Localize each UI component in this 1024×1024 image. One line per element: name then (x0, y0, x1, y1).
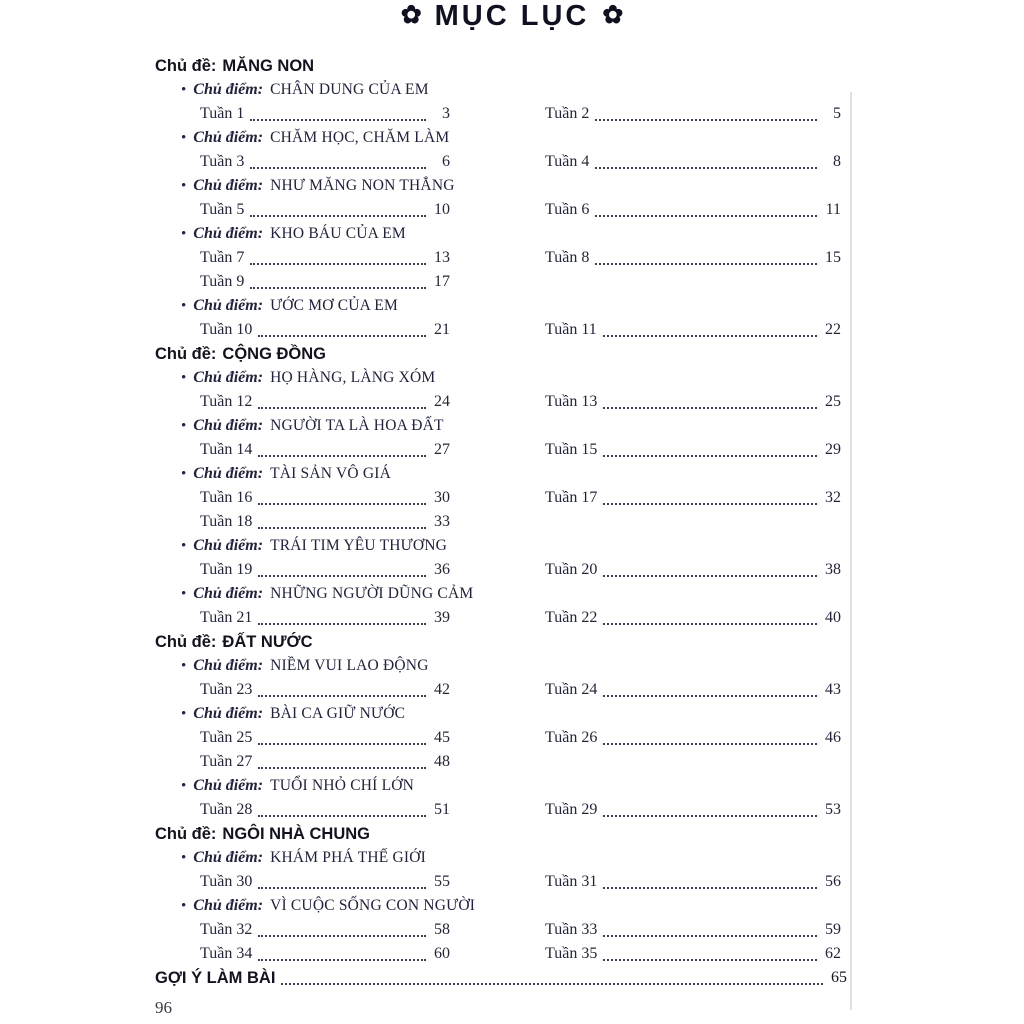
week-label: Tuần 3 (200, 153, 245, 170)
topic-line (155, 582, 847, 606)
dot-leader (258, 623, 426, 625)
flower-ornament-right: ✿ (602, 1, 624, 29)
week-label: Tuần 24 (545, 681, 598, 698)
week-label: Tuần 31 (545, 873, 598, 890)
bullet-icon: • (181, 538, 187, 554)
topic-line (155, 846, 847, 870)
section-heading (155, 630, 847, 654)
dot-leader (258, 455, 426, 457)
week-row (155, 318, 847, 342)
toc-entry (200, 486, 450, 510)
topic-line (155, 534, 847, 558)
topic-line (155, 222, 847, 246)
week-row (155, 150, 847, 174)
toc-entry (200, 198, 450, 222)
folio-page-number: 96 (155, 998, 172, 1017)
page-ref: 53 (825, 801, 841, 818)
week-label: Tuần 20 (545, 561, 598, 578)
topic-label: Chủ điểm: (193, 465, 264, 482)
title-text: MỤC LỤC (434, 0, 590, 32)
dot-leader (258, 743, 426, 745)
toc-entry (545, 870, 841, 894)
dot-leader (258, 503, 426, 505)
week-label: Tuần 22 (545, 609, 598, 626)
topic-title: TRÁI TIM YÊU THƯƠNG (270, 537, 448, 554)
toc-entry (200, 150, 450, 174)
topic-line (155, 774, 847, 798)
toc-entry (200, 798, 450, 822)
page-ref: 24 (434, 393, 450, 410)
topic-title: BÀI CA GIỮ NƯỚC (270, 705, 406, 722)
week-row (155, 102, 847, 126)
page-ref: 40 (825, 609, 841, 626)
page-ref: 22 (825, 321, 841, 338)
section-title: NGÔI NHÀ CHUNG (222, 825, 371, 843)
topic-line (155, 174, 847, 198)
topic-title: KHÁM PHÁ THẾ GIỚI (270, 849, 427, 866)
week-label: Tuần 18 (200, 513, 253, 530)
page-ref: 62 (825, 945, 841, 962)
week-label: Tuần 35 (545, 945, 598, 962)
page-ref: 32 (825, 489, 841, 506)
topic-title: HỌ HÀNG, LÀNG XÓM (270, 369, 436, 386)
topic-label: Chủ điểm: (193, 657, 264, 674)
week-label: Tuần 17 (545, 489, 598, 506)
toc-entry (200, 750, 450, 774)
dot-leader (250, 287, 426, 289)
topic-label: Chủ điểm: (193, 849, 264, 866)
week-label: Tuần 7 (200, 249, 245, 266)
dot-leader (258, 959, 426, 961)
toc-entry (545, 318, 841, 342)
week-label: Tuần 29 (545, 801, 598, 818)
page-ref: 15 (825, 249, 841, 266)
toc-content (155, 54, 847, 990)
week-label: Tuần 32 (200, 921, 253, 938)
page-ref: 46 (825, 729, 841, 746)
topic-label: Chủ điểm: (193, 777, 264, 794)
week-label: Tuần 1 (200, 105, 245, 122)
week-row (155, 870, 847, 894)
toc-tail-entry (155, 966, 847, 990)
dot-leader (250, 215, 426, 217)
topic-label: Chủ điểm: (193, 225, 264, 242)
dot-leader (250, 119, 426, 121)
toc-entry (545, 270, 841, 294)
topic-label: Chủ điểm: (193, 369, 264, 386)
toc-entry (200, 558, 450, 582)
topic-label: Chủ điểm: (193, 417, 264, 434)
toc-entry (200, 438, 450, 462)
week-label: Tuần 21 (200, 609, 253, 626)
toc-entry (545, 198, 841, 222)
bullet-icon: • (181, 586, 187, 602)
page-ref: 29 (825, 441, 841, 458)
toc-entry (545, 918, 841, 942)
section-title: CỘNG ĐỒNG (222, 345, 327, 363)
toc-entry (545, 150, 841, 174)
week-label: Tuần 30 (200, 873, 253, 890)
dot-leader (603, 455, 817, 457)
week-row (155, 918, 847, 942)
dot-leader (603, 887, 817, 889)
bullet-icon: • (181, 178, 187, 194)
toc-entry (200, 942, 450, 966)
page-ref: 65 (831, 969, 847, 986)
week-row (155, 750, 847, 774)
topic-line (155, 78, 847, 102)
toc-entry (200, 246, 450, 270)
week-label: Tuần 16 (200, 489, 253, 506)
week-label: Tuần 11 (545, 321, 597, 338)
week-label: Tuần 26 (545, 729, 598, 746)
dot-leader (603, 575, 817, 577)
page-ref: 11 (825, 201, 841, 218)
topic-label: Chủ điểm: (193, 129, 264, 146)
week-label: Tuần 12 (200, 393, 253, 410)
bullet-icon: • (181, 706, 187, 722)
topic-title: NGƯỜI TA LÀ HOA ĐẤT (270, 417, 444, 434)
dot-leader (258, 527, 426, 529)
dot-leader (603, 695, 817, 697)
dot-leader (603, 935, 817, 937)
week-label: Tuần 8 (545, 249, 590, 266)
toc-entry (200, 726, 450, 750)
dot-leader (603, 815, 817, 817)
week-row (155, 726, 847, 750)
bullet-icon: • (181, 298, 187, 314)
page-ref: 39 (434, 609, 450, 626)
toc-entry (545, 798, 841, 822)
toc-entry (200, 102, 450, 126)
section-label: Chủ đề: (155, 57, 217, 75)
week-label: Tuần 9 (200, 273, 245, 290)
toc-entry (545, 390, 841, 414)
toc-entry (200, 318, 450, 342)
section-label: Chủ đề: (155, 825, 217, 843)
bullet-icon: • (181, 418, 187, 434)
page-ref: 33 (434, 513, 450, 530)
bullet-icon: • (181, 466, 187, 482)
toc-entry (200, 390, 450, 414)
topic-line (155, 702, 847, 726)
scan-edge (850, 92, 852, 1010)
dot-leader (603, 407, 817, 409)
topic-title: TUỔI NHỎ CHÍ LỚN (270, 777, 415, 794)
topic-title: NHƯ MĂNG NON THẲNG (270, 177, 455, 194)
dot-leader (603, 335, 817, 337)
week-label: Tuần 28 (200, 801, 253, 818)
dot-leader (603, 743, 817, 745)
topic-label: Chủ điểm: (193, 177, 264, 194)
dot-leader (258, 335, 426, 337)
dot-leader (250, 167, 426, 169)
topic-title: TÀI SẢN VÔ GIÁ (270, 465, 391, 482)
page-ref: 3 (442, 105, 450, 122)
section-title: MĂNG NON (222, 57, 315, 75)
page-ref: 48 (434, 753, 450, 770)
flower-ornament-left: ✿ (400, 1, 422, 29)
week-row (155, 606, 847, 630)
topic-title: KHO BÁU CỦA EM (270, 225, 406, 242)
dot-leader (258, 407, 426, 409)
dot-leader (258, 935, 426, 937)
dot-leader (258, 767, 426, 769)
bullet-icon: • (181, 130, 187, 146)
topic-line (155, 414, 847, 438)
toc-entry (545, 102, 841, 126)
toc-entry (200, 870, 450, 894)
toc-entry (545, 606, 841, 630)
bullet-icon: • (181, 370, 187, 386)
toc-entry (545, 246, 841, 270)
week-label: Tuần 25 (200, 729, 253, 746)
tail-title: GỢI Ý LÀM BÀI (155, 969, 276, 987)
topic-title: NHỮNG NGƯỜI DŨNG CẢM (270, 585, 474, 602)
toc-entry (200, 918, 450, 942)
topic-line (155, 366, 847, 390)
page-ref: 17 (434, 273, 450, 290)
week-label: Tuần 27 (200, 753, 253, 770)
page-ref: 36 (434, 561, 450, 578)
section-heading (155, 822, 847, 846)
toc-entry (200, 678, 450, 702)
page-ref: 43 (825, 681, 841, 698)
week-row (155, 486, 847, 510)
topic-line (155, 294, 847, 318)
toc-entry (545, 726, 841, 750)
week-label: Tuần 5 (200, 201, 245, 218)
dot-leader (603, 959, 817, 961)
week-label: Tuần 33 (545, 921, 598, 938)
dot-leader (595, 215, 817, 217)
week-label: Tuần 10 (200, 321, 253, 338)
section-label: Chủ đề: (155, 345, 217, 363)
dot-leader (595, 119, 817, 121)
page-title (0, 0, 1024, 33)
topic-label: Chủ điểm: (193, 81, 264, 98)
page-ref: 59 (825, 921, 841, 938)
topic-label: Chủ điểm: (193, 897, 264, 914)
page-ref: 13 (434, 249, 450, 266)
week-row (155, 798, 847, 822)
week-row (155, 558, 847, 582)
page-ref: 27 (434, 441, 450, 458)
page-ref: 10 (434, 201, 450, 218)
topic-label: Chủ điểm: (193, 297, 264, 314)
section-heading (155, 342, 847, 366)
toc-entry (545, 486, 841, 510)
topic-label: Chủ điểm: (193, 585, 264, 602)
page-ref: 60 (434, 945, 450, 962)
dot-leader (603, 623, 817, 625)
week-row (155, 390, 847, 414)
dot-leader (258, 815, 426, 817)
topic-title: CHÂN DUNG CỦA EM (270, 81, 429, 98)
bullet-icon: • (181, 898, 187, 914)
week-label: Tuần 4 (545, 153, 590, 170)
page-ref: 21 (434, 321, 450, 338)
toc-entry (545, 750, 841, 774)
page-ref: 8 (833, 153, 841, 170)
week-row (155, 198, 847, 222)
topic-label: Chủ điểm: (193, 705, 264, 722)
toc-body (155, 54, 847, 966)
section-heading (155, 54, 847, 78)
page-ref: 6 (442, 153, 450, 170)
toc-entry (545, 510, 841, 534)
page-ref: 45 (434, 729, 450, 746)
toc-entry (545, 942, 841, 966)
dot-leader (258, 695, 426, 697)
week-row (155, 942, 847, 966)
week-label: Tuần 14 (200, 441, 253, 458)
bullet-icon: • (181, 778, 187, 794)
dot-leader (258, 887, 426, 889)
page-ref: 51 (434, 801, 450, 818)
week-label: Tuần 15 (545, 441, 598, 458)
dot-leader (603, 503, 817, 505)
topic-line (155, 126, 847, 150)
toc-entry (545, 558, 841, 582)
page-ref: 5 (833, 105, 841, 122)
dot-leader (281, 983, 823, 985)
dot-leader (595, 167, 817, 169)
page-ref: 30 (434, 489, 450, 506)
page-ref: 38 (825, 561, 841, 578)
section-title: ĐẤT NƯỚC (222, 633, 313, 651)
page-ref: 25 (825, 393, 841, 410)
topic-title: VÌ CUỘC SỐNG CON NGƯỜI (270, 897, 476, 914)
topic-line (155, 654, 847, 678)
dot-leader (258, 575, 426, 577)
topic-title: CHĂM HỌC, CHĂM LÀM (270, 129, 450, 146)
dot-leader (595, 263, 817, 265)
page-ref: 55 (434, 873, 450, 890)
week-row (155, 270, 847, 294)
page-ref: 58 (434, 921, 450, 938)
week-label: Tuần 2 (545, 105, 590, 122)
toc-entry (200, 510, 450, 534)
page-ref: 56 (825, 873, 841, 890)
toc-entry (200, 270, 450, 294)
topic-label: Chủ điểm: (193, 537, 264, 554)
week-row (155, 678, 847, 702)
week-row (155, 246, 847, 270)
bullet-icon: • (181, 226, 187, 242)
page-ref: 42 (434, 681, 450, 698)
week-label: Tuần 19 (200, 561, 253, 578)
week-label: Tuần 6 (545, 201, 590, 218)
section-label: Chủ đề: (155, 633, 217, 651)
week-label: Tuần 34 (200, 945, 253, 962)
toc-entry (200, 606, 450, 630)
week-row (155, 510, 847, 534)
topic-line (155, 894, 847, 918)
bullet-icon: • (181, 850, 187, 866)
week-row (155, 438, 847, 462)
toc-entry (545, 438, 841, 462)
toc-entry (545, 678, 841, 702)
topic-title: NIỀM VUI LAO ĐỘNG (270, 657, 429, 674)
bullet-icon: • (181, 82, 187, 98)
topic-title: ƯỚC MƠ CỦA EM (270, 297, 398, 314)
week-label: Tuần 13 (545, 393, 598, 410)
dot-leader (250, 263, 426, 265)
topic-line (155, 462, 847, 486)
bullet-icon: • (181, 658, 187, 674)
week-label: Tuần 23 (200, 681, 253, 698)
